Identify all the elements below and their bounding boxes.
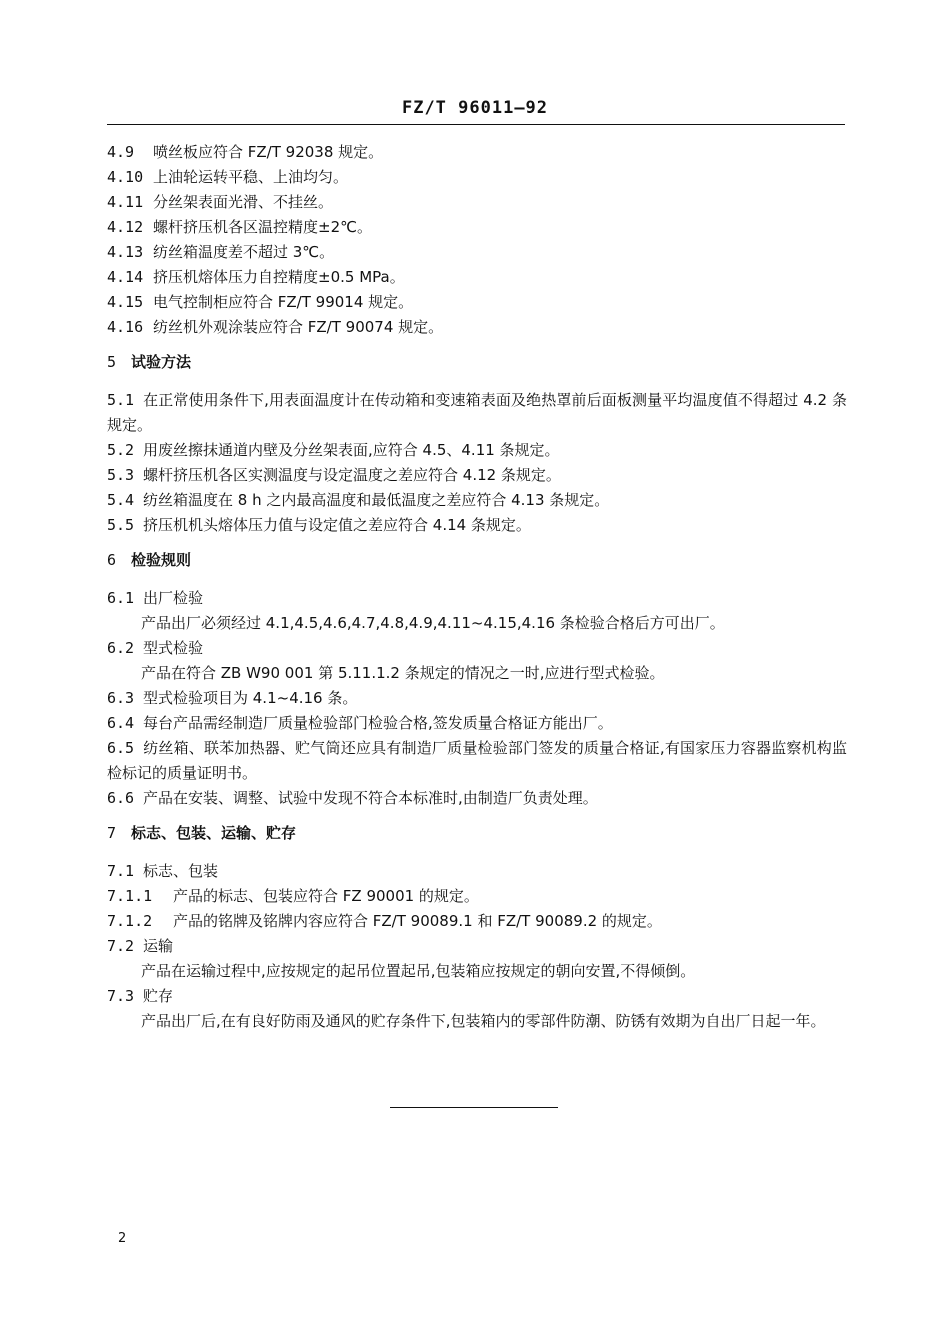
clause-text: 产品的铭牌及铭牌内容应符合 FZ/T 90089.1 和 FZ/T 90089.2 的规定。 xyxy=(173,912,662,930)
clause-7-3-title xyxy=(107,984,847,1009)
list-item xyxy=(107,190,847,215)
section-number: 5 xyxy=(107,353,117,371)
clause-5-2 xyxy=(107,438,847,463)
clause-number: 4.11 xyxy=(107,193,144,211)
clause-number: 4.16 xyxy=(107,318,144,336)
clause-text: 每台产品需经制造厂质量检验部门检验合格,签发质量合格证方能出厂。 xyxy=(143,714,613,732)
clause-number: 7.3 xyxy=(107,987,135,1005)
clause-number: 6.1 xyxy=(107,589,135,607)
clause-number: 7.1.1 xyxy=(107,887,153,905)
clause-number: 4.15 xyxy=(107,293,144,311)
section-number: 6 xyxy=(107,551,117,569)
clause-text: 纺丝机外观涂装应符合 FZ/T 90074 规定。 xyxy=(153,318,444,336)
list-item xyxy=(107,165,847,190)
clause-number: 5.5 xyxy=(107,516,135,534)
list-item xyxy=(107,265,847,290)
clause-title: 运输 xyxy=(143,937,174,955)
clause-text: 螺杆挤压机各区温控精度±2℃。 xyxy=(153,218,372,236)
clause-text: 产品在安装、调整、试验中发现不符合本标准时,由制造厂负责处理。 xyxy=(143,789,598,807)
section-5-heading xyxy=(107,350,847,375)
clause-text: 挤压机机头熔体压力值与设定值之差应符合 4.14 条规定。 xyxy=(143,516,531,534)
clause-title: 贮存 xyxy=(143,987,174,1005)
clause-title: 型式检验 xyxy=(143,639,204,657)
clause-text: 用废丝擦抹通道内壁及分丝架表面,应符合 4.5、4.11 条规定。 xyxy=(143,441,560,459)
clause-6-2-text: 产品在符合 ZB W90 001 第 5.11.1.2 条规定的情况之一时,应进行型式检验。 xyxy=(141,664,665,682)
clause-6-5 xyxy=(107,736,847,786)
clause-text: 纺丝箱温度在 8 h 之内最高温度和最低温度之差应符合 4.13 条规定。 xyxy=(143,491,610,509)
clause-text: 喷丝板应符合 FZ/T 92038 规定。 xyxy=(153,143,384,161)
clause-6-6 xyxy=(107,786,847,811)
clause-text: 电气控制柜应符合 FZ/T 99014 规定。 xyxy=(153,293,414,311)
list-item xyxy=(107,315,847,340)
clause-7-1-2 xyxy=(107,909,847,934)
section-4-items xyxy=(107,140,847,340)
clause-text: 纺丝箱温度差不超过 3℃。 xyxy=(153,243,335,261)
section-title: 检验规则 xyxy=(131,551,192,569)
clause-7-1-title xyxy=(107,859,847,884)
clause-number: 5.1 xyxy=(107,391,135,409)
clause-5-1 xyxy=(107,388,847,438)
clause-number: 4.14 xyxy=(107,268,144,286)
clause-number: 4.13 xyxy=(107,243,144,261)
clause-number: 4.12 xyxy=(107,218,144,236)
end-rule xyxy=(390,1107,558,1108)
section-7-heading xyxy=(107,821,847,846)
clause-6-4 xyxy=(107,711,847,736)
clause-title: 出厂检验 xyxy=(143,589,204,607)
clause-7-3-text: 产品出厂后,在有良好防雨及通风的贮存条件下,包装箱内的零部件防潮、防锈有效期为自出厂日起一年。 xyxy=(141,1012,826,1030)
clause-6-1-title xyxy=(107,586,847,611)
clause-5-5 xyxy=(107,513,847,538)
clause-number: 6.6 xyxy=(107,789,135,807)
clause-number: 5.4 xyxy=(107,491,135,509)
clause-number: 5.2 xyxy=(107,441,135,459)
section-number: 7 xyxy=(107,824,117,842)
clause-number: 6.3 xyxy=(107,689,135,707)
clause-number: 4.10 xyxy=(107,168,144,186)
clause-text: 产品的标志、包装应符合 FZ 90001 的规定。 xyxy=(173,887,479,905)
clause-7-2-text: 产品在运输过程中,应按规定的起吊位置起吊,包装箱应按规定的朝向安置,不得倾倒。 xyxy=(141,962,696,980)
list-item xyxy=(107,215,847,240)
clause-5-4 xyxy=(107,488,847,513)
clause-text: 型式检验项目为 4.1~4.16 条。 xyxy=(143,689,358,707)
clause-text: 挤压机熔体压力自控精度±0.5 MPa。 xyxy=(153,268,405,286)
clause-number: 7.1.2 xyxy=(107,912,153,930)
clause-6-1-text: 产品出厂必须经过 4.1,4.5,4.6,4.7,4.8,4.9,4.11~4.15,4.16 条检验合格后方可出厂。 xyxy=(141,614,725,632)
list-item xyxy=(107,140,847,165)
clause-6-2-title xyxy=(107,636,847,661)
list-item xyxy=(107,240,847,265)
clause-text: 分丝架表面光滑、不挂丝。 xyxy=(153,193,334,211)
list-item xyxy=(107,290,847,315)
clause-7-1-1 xyxy=(107,884,847,909)
clause-7-2-title xyxy=(107,934,847,959)
page-number: 2 xyxy=(118,1231,127,1246)
section-6-heading xyxy=(107,548,847,573)
clause-5-3 xyxy=(107,463,847,488)
clause-text: 纺丝箱、联苯加热器、贮气筒还应具有制造厂质量检验部门签发的质量合格证,有国家压力容器监察机构监检标记的质量证明书。 xyxy=(107,739,847,782)
clause-number: 6.5 xyxy=(107,739,135,757)
clause-number: 4.9 xyxy=(107,143,135,161)
clause-6-3 xyxy=(107,686,847,711)
clause-text: 螺杆挤压机各区实测温度与设定温度之差应符合 4.12 条规定。 xyxy=(143,466,561,484)
clause-text: 上油轮运转平稳、上油均匀。 xyxy=(153,168,349,186)
clause-number: 5.3 xyxy=(107,466,135,484)
clause-number: 6.4 xyxy=(107,714,135,732)
document-body xyxy=(107,140,847,1034)
header-rule xyxy=(107,124,845,125)
clause-number: 6.2 xyxy=(107,639,135,657)
clause-text: 在正常使用条件下,用表面温度计在传动箱和变速箱表面及绝热罩前后面板测量平均温度值不得超过 4.2 条规定。 xyxy=(107,391,847,434)
clause-title: 标志、包装 xyxy=(143,862,219,880)
clause-number: 7.1 xyxy=(107,862,135,880)
standard-code-header: FZ/T 96011—92 xyxy=(401,98,549,118)
section-title: 试验方法 xyxy=(131,353,192,371)
section-title: 标志、包装、运输、贮存 xyxy=(131,824,297,842)
clause-number: 7.2 xyxy=(107,937,135,955)
